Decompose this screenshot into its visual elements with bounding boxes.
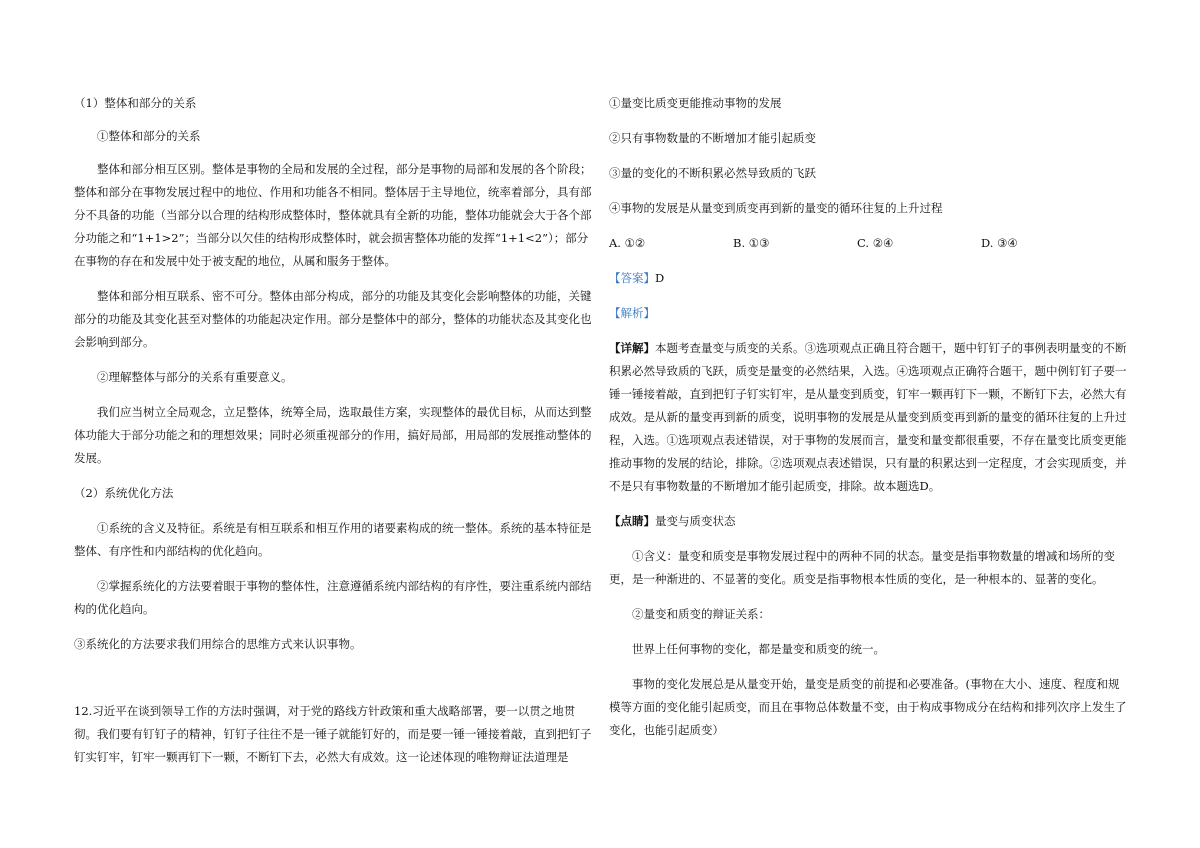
tip-paragraph: 世界上任何事物的变化，都是量变和质变的统一。	[632, 642, 885, 656]
answer-tag: 【答案】	[609, 271, 655, 285]
choice-item: ②只有事物数量的不断增加才能引起质变	[609, 131, 816, 145]
choice-item: ①量变比质变更能推动事物的发展	[609, 96, 782, 110]
tip-paragraph: ①含义：量变和质变是事物发展过程中的两种不同的状态。量变是指事物数量的增减和场所的变更，是一种渐进的、不显著的变化。质变是指事物根本性质的变化，是一种根本的、显著的变化。	[609, 549, 1115, 586]
option-c: C. ②④	[857, 236, 894, 250]
answer-value: D	[655, 271, 665, 285]
answer-options	[609, 232, 1129, 255]
paragraph: ②掌握系统化的方法要着眼于事物的整体性，注意遵循系统内部结构的有序性，要注重系统内部结构的优化趋向。	[74, 579, 592, 616]
choice-item: ④事物的发展是从量变到质变再到新的量变的循环往复的上升过程	[609, 201, 943, 215]
tip-paragraph: ②量变和质变的辩证关系：	[632, 607, 770, 621]
paragraph: 整体和部分相互区别。整体是事物的全局和发展的全过程，部分是事物的局部和发展的各个阶段；整体和部分在事物发展过程中的地位、作用和功能各不相同。整体居于主导地位，统率着部分，具有部分不具备的功能（当部分以合理的结构形成整体时，整体就具有全新的功能，整体功能就会大于各个部分功能之和“1+1>2”；当部分以欠佳的结构形成整体时，就会损害整体功能的发挥“1+1<2”）；部分在事物的存在和发展中处于被支配的地位，从属和服务于整体。	[74, 162, 592, 268]
answer-line	[609, 267, 1129, 290]
detail-tag: 【详解】	[609, 341, 655, 355]
subsection-title: ②理解整体与部分的关系有重要意义。	[97, 370, 293, 384]
option-b: B. ①③	[733, 236, 770, 250]
tip-tag: 【点睛】	[609, 514, 655, 528]
paragraph: ①系统的含义及特征。系统是有相互联系和相互作用的诸要素构成的统一整体。系统的基本特征是整体、有序性和内部结构的优化趋向。	[74, 521, 592, 558]
section-title-system-optimization: （2）系统优化方法	[74, 486, 174, 500]
tip-title: 量变与质变状态	[655, 514, 736, 528]
left-column	[74, 92, 594, 769]
choice-item: ③量的变化的不断积累必然导致质的飞跃	[609, 166, 816, 180]
right-column	[609, 92, 1129, 742]
paragraph: ③系统化的方法要求我们用综合的思维方式来认识事物。	[74, 637, 362, 651]
option-d: D. ③④	[981, 236, 1018, 250]
subsection-title: ①整体和部分的关系	[97, 129, 201, 143]
paragraph: 我们应当树立全局观念，立足整体，统筹全局，选取最佳方案，实现整体的最优目标，从而达到整体功能大于部分功能之和的理想效果；同时必须重视部分的作用，搞好局部，用局部的发展推动整体的发展。	[74, 405, 592, 465]
question-12: 12.习近平在谈到领导工作的方法时强调，对于党的路线方针政策和重大战略部署，要一以贯之地贯彻。我们要有钉钉子的精神，钉钉子往往不是一锤子就能钉好的，而是要一锤一锤接着敲，直到把钉子钉实钉牢，钉牢一颗再钉下一颗，不断钉下去，必然大有成效。这一论述体现的唯物辩证法道理是	[74, 704, 592, 764]
detail-paragraph	[609, 337, 1129, 498]
analysis-tag: 【解析】	[609, 306, 655, 320]
option-a: A. ①②	[609, 236, 646, 250]
analysis-line	[609, 302, 1129, 325]
tip-paragraph: 事物的变化发展总是从量变开始，量变是质变的前提和必要准备。(事物在大小、速度、程度和规模等方面的变化能引起质变，而且在事物总体数量不变，由于构成事物成分在结构和排列次序上发生了变化，也能引起质变）	[609, 677, 1127, 737]
paragraph: 整体和部分相互联系、密不可分。整体由部分构成，部分的功能及其变化会影响整体的功能，关键部分的功能及其变化甚至对整体的功能起决定作用。部分是整体中的部分，整体的功能状态及其变化也会影响到部分。	[74, 289, 592, 349]
section-title-whole-part: （1）整体和部分的关系	[74, 96, 197, 110]
detail-text: 本题考查量变与质变的关系。③选项观点正确且符合题干，题中钉钉子的事例表明量变的不断积累必然导致质的飞跃，质变是量变的必然结果，入选。④选项观点正确符合题干，题中例钉钉子要一锤一锤接着敲，直到把钉子钉实钉牢，是从量变到质变，钉牢一颗再钉下一颗，不断钉下去，必然大有成效。是从新的量变再到新的质变，说明事物的发展是从量变到质变再到新的量变的循环往复的上升过程，入选。①选项观点表述错误，对于事物的发展而言，量变和量变都很重要，不存在量变比质变更能推动事物的发展的结论，排除。②选项观点表述错误，只有量的积累达到一定程度，才会实现质变，并不是只有事物数量的不断增加才能引起质变，排除。故本题选D。	[609, 341, 1127, 493]
tip-line	[609, 510, 1129, 533]
